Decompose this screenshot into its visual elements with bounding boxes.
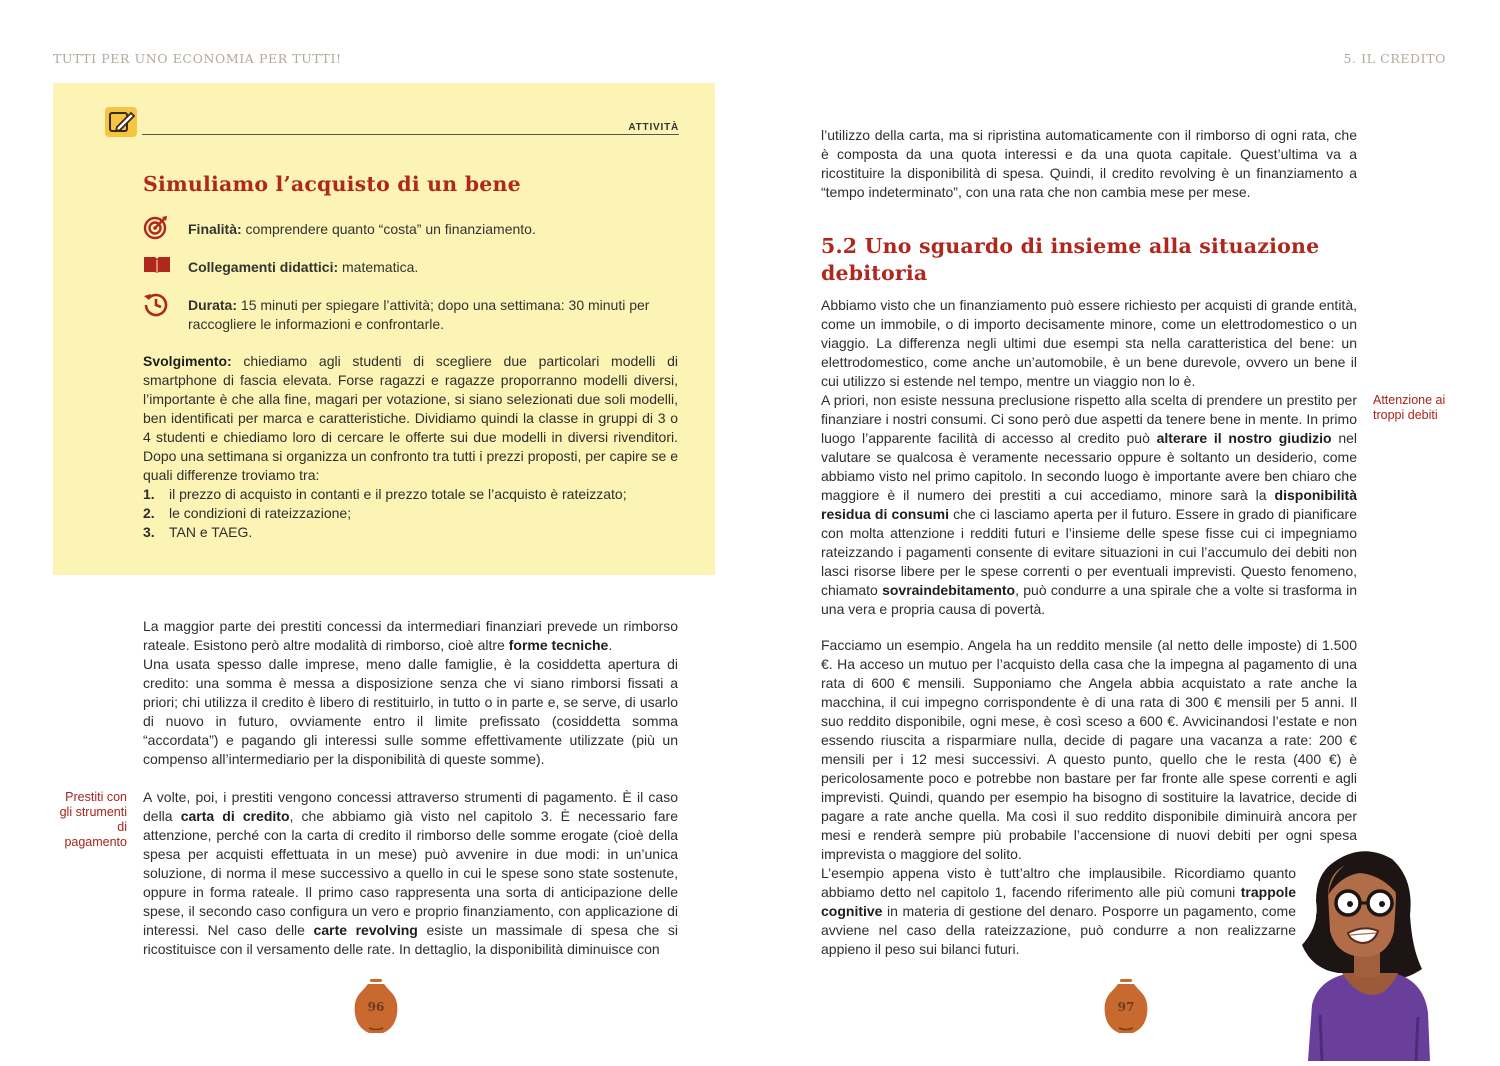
finalita-text: comprendere quanto “costa” un finanziamento. (241, 221, 536, 237)
margin-note-left: Prestiti con gli strumenti di pagamento (59, 790, 127, 849)
right-paragraph-1: Abbiamo visto che un finanziamento può essere richiesto per acquisti di grande entità, come un immobile, o di importo decisamente minore, come un elettrodomestico o un viaggio. La differenza negli ultimi due esempi sta nella caratteristica del bene: un elettrodomestico, come anche un’automobile, è un bene durevole, ovvero un bene il cui utilizzo si estende nel tempo, mentre un viaggio non lo è. (821, 297, 1357, 389)
right-paragraph-2: A priori, non esiste nessuna preclusione rispetto alla scelta di prendere un prestito per finanziare i nostri consumi. Ci sono però due aspetti da tenere bene in mente. In primo luogo l’apparente facilità di accesso al credito può alterare il nostro giudizio nel valutare se qualcosa è veramente necessario oppure è soltanto un desiderio, come abbiamo visto nel primo capitolo. In secondo luogo è importante avere ben chiaro che maggiore è il numero dei prestiti a cui accediamo, minore sarà la disponibilità residua di consumi che ci lasciamo aperta per il futuro. Essere in grado di pianificare con molta attenzione i redditi futuri e l’insieme delle spese fisse cui ci impegniamo rateizzando i pagamenti consente di evitare situazioni in cui l’accumulo dei debiti non lasci risorse libere per le spese correnti o per eventuali imprevisti. Questo fenomeno, chiamato sovraindebitamento, può condurre a una spirale che a volte si trasforma in una vera e propria causa di povertà. (821, 392, 1358, 617)
margin-note-right: Attenzione ai troppi debiti (1373, 393, 1446, 422)
book-icon (143, 254, 169, 280)
left-paragraph-3: A volte, poi, i prestiti vengono concessi attraverso strumenti di pagamento. È il caso della carta di credito, che abbiamo già visto nel capitolo 3. È necessario fare attenzione, perché con la carta di credito il rimborso delle somme erogate (cioè della spesa per acquisti effettuata in un mese) può avvenire in due modi: in un’unica soluzione, di norma il mese successivo a quello in cui le spese sono state sostenute, oppure in forma rateale. Il primo caso rappresenta una sorta di anticipazione delle spese, il secondo caso configura un vero e proprio finanziamento, con applicazione di interessi. Nel caso delle carte revolving esiste un massimale di spesa che si ricostituisce con il versamento delle rate. In dettaglio, la disponibilità diminuisce con (143, 789, 678, 957)
right-paragraph-4: L’esempio appena visto è tutt’altro che implausibile. Ricordiamo quanto abbiamo detto nel capitolo 1, facendo riferimento alle più comuni trappole cognitive in materia di gestione del denaro. Posporre un pagamento, come avviene nel caso della rateizzazione, può condurre a non realizzarne appieno il peso sui bilanci futuri. (821, 865, 1296, 957)
running-head-right: 5. IL CREDITO (1343, 51, 1446, 66)
section-heading: 5.2 Uno sguardo di insieme alla situazione debitoria (821, 234, 1320, 285)
list-item: 2. le condizioni di rateizzazione; (143, 505, 352, 521)
clock-icon (143, 291, 169, 317)
activity-label: ATTIVITÀ (628, 122, 679, 133)
finalita-row (188, 220, 678, 239)
collegamenti-row (188, 258, 678, 277)
target-icon (143, 214, 169, 240)
activity-list (143, 485, 678, 542)
left-paragraph-2: Una usata spesso dalle imprese, meno dalle famiglie, è la cosiddetta apertura di credito: una somma è messa a disposizione senza che vi siano rimborsi fissati a priori; chi utilizza il credito è libero di restituirlo, in tutto o in parte e, se serve, di usarlo di nuovo in futuro, ovviamente entro il limite prefissato (cosiddetta somma “accordata”) e pagando gli interessi sulle somme effettivamente utilizzate (più un compenso all’intermediario per la disponibilità di queste somme). (143, 656, 678, 767)
collegamenti-label: Collegamenti didattici: (188, 259, 339, 275)
svolgimento-label: Svolgimento: (143, 353, 232, 369)
durata-row (188, 296, 678, 334)
page-number-left: 96 (367, 1000, 385, 1014)
svolgimento-paragraph (143, 352, 678, 485)
durata-text: 15 minuti per spiegare l’attività; dopo una settimana: 30 minuti per raccogliere le informazioni e confrontarle. (188, 297, 650, 332)
activity-title: Simuliamo l’acquisto di un bene (143, 172, 521, 196)
durata-label: Durata: (188, 297, 238, 313)
right-paragraph-3: Facciamo un esempio. Angela ha un reddito mensile (al netto delle imposte) di 1.500 €. Ha acceso un mutuo per l’acquisto della casa che la impegna al pagamento di una rata di 600 € mensili. Supponiamo che Angela abbia acquistato a rate anche la macchina, il cui impegno corrispondente è di una rata di 300 € mensili per 5 anni. Il suo reddito disponibile, ogni mese, è così sceso a 600 €. Avvicinandosi l’estate e non essendo riuscita a risparmiare nulla, decide di pagare una vacanza a rate: 200 € mensili per i 12 mesi successivi. A questo punto, quello che le resta (400 €) è pericolosamente poco e potrebbe non bastare per far fronte alle spese correnti e agli imprevisti. Quindi, quando per esempio ha bisogno di sostituire la lavatrice, decide di pagare a rate anche quella. Ma così il suo reddito disponibile diminuirà ancora per mesi e renderà sempre più probabile l’accensione di nuovi debiti per ogni spesa imprevista o maggiore del solito. (821, 637, 1357, 862)
page-number-right: 97 (1117, 1000, 1135, 1014)
woman-illustration (1290, 845, 1440, 1066)
activity-rule (142, 134, 679, 135)
right-paragraph-0: l’utilizzo della carta, ma si ripristina automaticamente con il rimborso di ogni rata, che è composta da una quota interessi e da una quota capitale. Quest’ultima va a ricostituire la disponibilità di spesa. Quindi, il credito revolving è un finanziamento a “tempo indeterminato”, con una rata che non cambia mese per mese. (821, 127, 1357, 200)
finalita-label: Finalità: (188, 221, 242, 237)
edit-icon (105, 107, 137, 137)
list-item: 3. TAN e TAEG. (143, 524, 253, 540)
svolgimento-text: chiediamo agli studenti di scegliere due particolari modelli di smartphone di fascia elevata. Forse ragazzi e ragazze proporranno modelli diversi, l’importante è che alla fine, magari per votazione, si siano selezionati due soli modelli, ben identificati per marca e caratteristiche. Dividiamo quindi la classe in gruppi di 3 o 4 studenti e chiediamo loro di cercare le offerte sui due modelli in diversi rivenditori. Dopo una settimana si organizza un confronto tra tutti i prezzi proposti, per capire se e quali differenze troviamo tra: (143, 353, 678, 483)
left-paragraph-1: La maggior parte dei prestiti concessi da intermediari finanziari prevede un rimborso rateale. Esistono però altre modalità di rimborso, cioè altre forme tecniche. (143, 618, 678, 653)
list-item: 1. il prezzo di acquisto in contanti e il prezzo totale se l’acquisto è rateizzato; (143, 486, 627, 502)
collegamenti-text: matematica. (338, 259, 419, 275)
running-head-left: TUTTI PER UNO ECONOMIA PER TUTTI! (53, 51, 342, 66)
